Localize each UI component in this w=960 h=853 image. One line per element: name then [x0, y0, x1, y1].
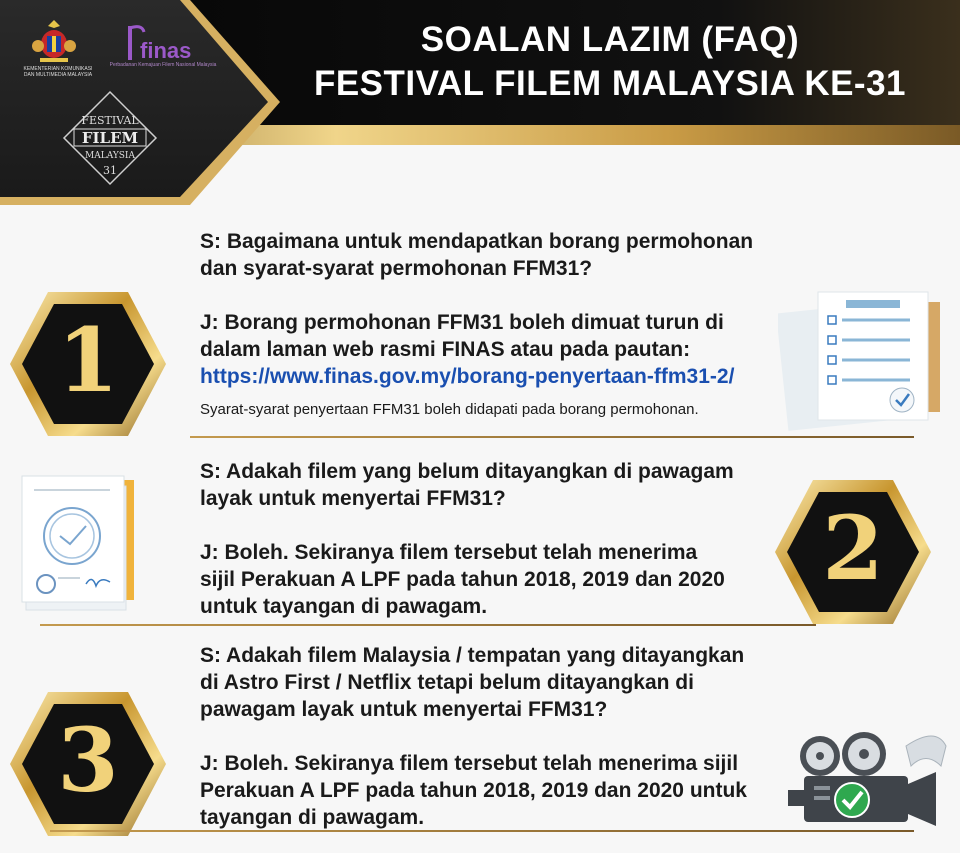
festival-logo-line1: FESTIVAL — [81, 114, 139, 127]
festival-logo-line2: FILEM — [81, 129, 139, 147]
page-title — [280, 18, 940, 106]
faq-3-question-line-2: di Astro First / Netflix tetapi belum ditayangkan di — [200, 671, 694, 694]
faq-2-answer-line-3: untuk tayangan di pawagam. — [200, 595, 488, 618]
finas-logo-text: finas — [140, 38, 192, 63]
malaysia-coat-of-arms-icon — [30, 18, 78, 64]
faq-3-question-line-1: S: Adakah filem Malaysia / tempatan yang ditayangkan — [200, 644, 745, 667]
finas-logo — [122, 22, 212, 62]
faq-2-answer-line-1: J: Boleh. Sekiranya filem tersebut telah menerima — [200, 541, 698, 564]
faq-3-answer-line-1: J: Boleh. Sekiranya filem tersebut telah menerima sijil — [200, 752, 739, 775]
faq-3-question-line-3: pawagam layak untuk menyertai FFM31? — [200, 698, 608, 721]
faq-2-answer-line-2: sijil Perakuan A LPF pada tahun 2018, 2019 dan 2020 — [200, 568, 725, 591]
faq-1-link[interactable]: https://www.finas.gov.my/borang-penyertaan-ffm31-2/ — [200, 365, 735, 388]
film-camera-icon — [786, 726, 956, 834]
faq-1-note: Syarat-syarat penyertaan FFM31 boleh didapati pada borang permohonan. — [200, 401, 699, 418]
faq-2-question-line-2: layak untuk menyertai FFM31? — [200, 487, 506, 510]
number-badge-2-label: 2 — [822, 496, 884, 600]
checklist-document-icon — [778, 282, 948, 432]
divider-3 — [50, 830, 914, 832]
faq-1-answer-line-2: dalam laman web rasmi FINAS atau pada pautan: — [200, 338, 691, 361]
title-line-2: FESTIVAL FILEM MALAYSIA KE-31 — [313, 64, 907, 103]
number-badge-3-label: 3 — [57, 708, 119, 812]
faq-1-question-line-1: S: Bagaimana untuk mendapatkan borang permohonan — [200, 230, 754, 253]
header-banner — [0, 0, 960, 205]
faq-1-answer-line-1: J: Borang permohonan FFM31 boleh dimuat turun di — [200, 311, 724, 334]
ministry-text: KEMENTERIAN KOMUNIKASI DAN MULTIMEDIA MALAYSIA — [23, 66, 93, 78]
faq-item-2 — [200, 458, 734, 620]
faq-3-answer-line-2: Perakuan A LPF pada tahun 2018, 2019 dan 2020 untuk — [200, 779, 747, 802]
festival-logo-line3: MALAYSIA — [85, 151, 135, 161]
title-line-1: SOALAN LAZIM (FAQ) — [420, 20, 800, 59]
faq-item-3 — [200, 642, 747, 831]
divider-2 — [40, 624, 816, 626]
finas-subtext: Perbadanan Kemajuan Filem Nasional Malaysia — [109, 62, 217, 68]
faq-3-answer-line-3: tayangan di pawagam. — [200, 806, 425, 829]
festival-logo-number: 31 — [103, 164, 117, 177]
number-badge-1-label: 1 — [57, 308, 119, 412]
faq-2-question-line-1: S: Adakah filem yang belum ditayangkan di pawagam — [200, 460, 734, 483]
faq-item-1 — [200, 228, 753, 423]
festival-filem-logo — [60, 88, 160, 188]
faq-1-question-line-2: dan syarat-syarat permohonan FFM31? — [200, 257, 593, 280]
divider-1 — [190, 436, 914, 438]
certificate-document-icon — [20, 472, 140, 612]
